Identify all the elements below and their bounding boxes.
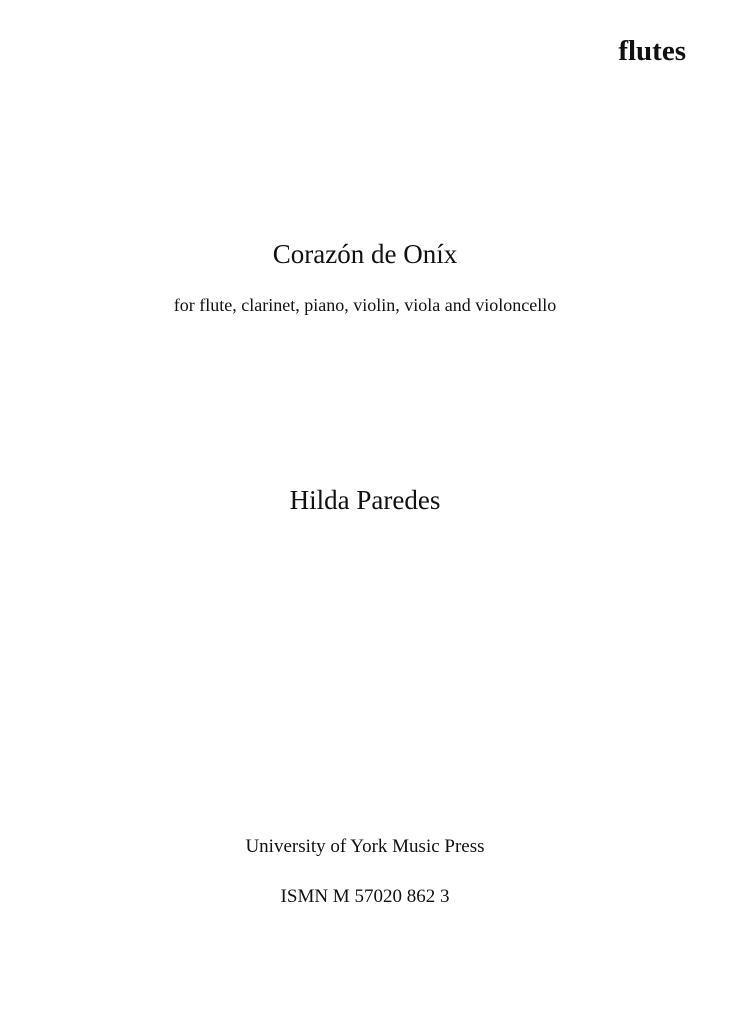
composer-name: Hilda Paredes: [289, 485, 441, 515]
ismn-number: ISMN M 57020 862 3: [280, 886, 450, 907]
work-title: Corazón de Oníx: [272, 239, 458, 269]
part-label: flutes: [618, 35, 686, 67]
publisher-name: University of York Music Press: [245, 836, 485, 857]
instrumentation-line: for flute, clarinet, piano, violin, viola and violoncello: [173, 295, 557, 315]
